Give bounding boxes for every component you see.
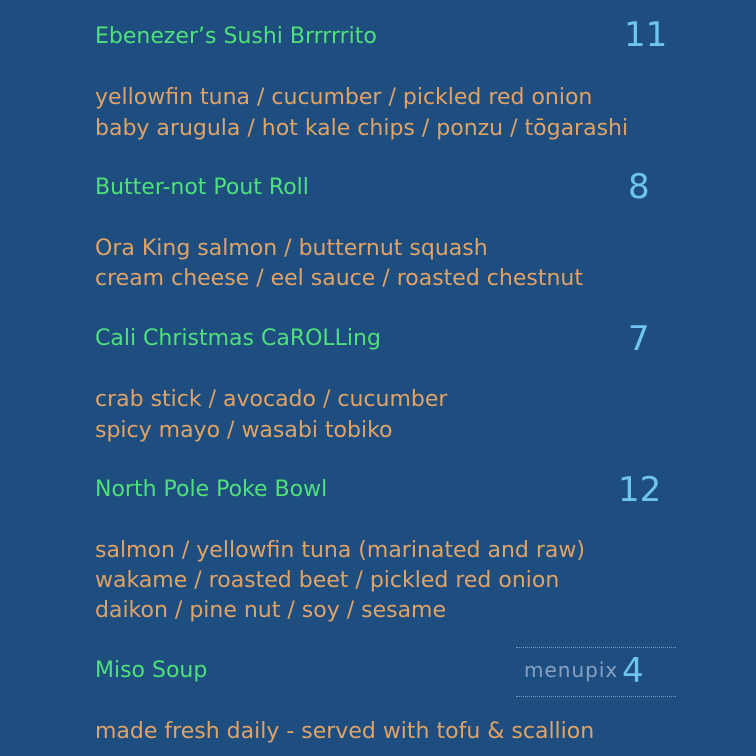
item-desc-line: crab stick / avocado / cucumber	[95, 387, 448, 412]
watermark-text: menupix	[524, 658, 619, 682]
item-desc-line: spicy mayo / wasabi tobiko	[95, 418, 393, 443]
item-price-miso-soup: 4	[622, 651, 644, 691]
item-price-cali-christmas-carolling: 7	[628, 319, 650, 359]
item-name-sushi-burrito: Ebenezer’s Sushi Brrrrrito	[95, 24, 377, 49]
item-price-sushi-burrito: 11	[624, 15, 668, 55]
item-name-butter-not-pout-roll: Butter-not Pout Roll	[95, 175, 309, 200]
item-desc-line: baby arugula / hot kale chips / ponzu / tōgarashi	[95, 116, 629, 141]
item-price-butter-not-pout-roll: 8	[628, 167, 650, 207]
item-name-north-pole-poke-bowl: North Pole Poke Bowl	[95, 477, 328, 502]
item-desc-line: salmon / yellowfin tuna (marinated and raw)	[95, 538, 585, 563]
watermark	[516, 647, 676, 697]
item-name-miso-soup: Miso Soup	[95, 658, 208, 683]
item-desc-line: Ora King salmon / butternut squash	[95, 236, 488, 261]
item-desc-line: yellowfin tuna / cucumber / pickled red onion	[95, 85, 593, 110]
item-price-north-pole-poke-bowl: 12	[618, 470, 662, 510]
item-name-cali-christmas-carolling: Cali Christmas CaROLLing	[95, 326, 381, 351]
item-desc-line: made fresh daily - served with tofu & scallion	[95, 719, 595, 744]
item-desc-line: cream cheese / eel sauce / roasted chestnut	[95, 266, 583, 291]
item-desc-line: wakame / roasted beet / pickled red onion	[95, 568, 560, 593]
item-desc-line: daikon / pine nut / soy / sesame	[95, 598, 447, 623]
